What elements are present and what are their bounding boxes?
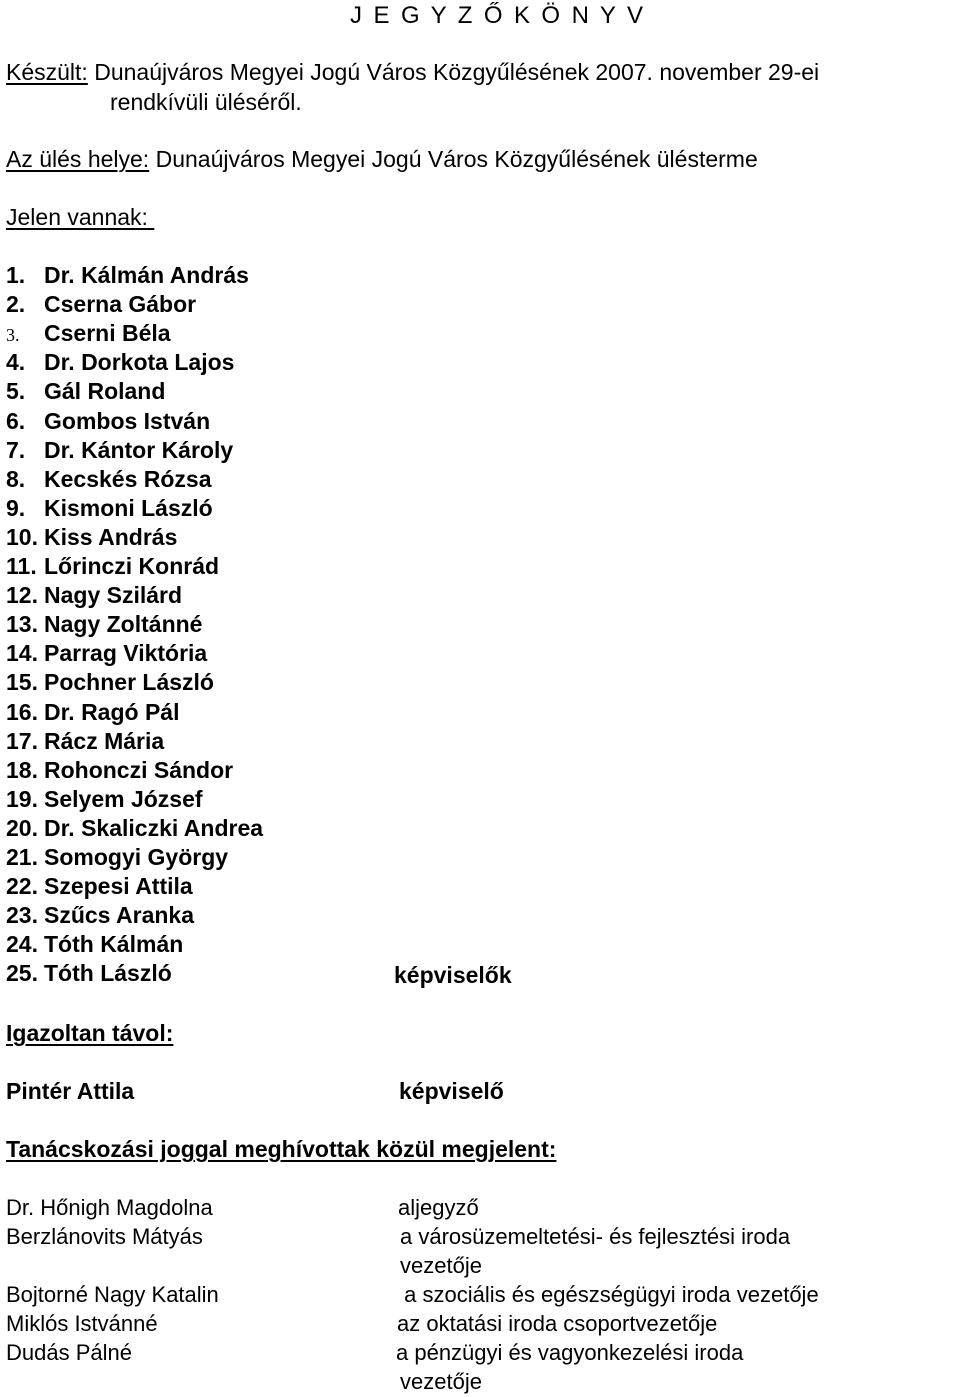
attendee-number: 13. [6, 611, 38, 637]
attendee-number: 25. [6, 960, 38, 986]
attendee-name: Gombos István [44, 408, 211, 434]
attendee-item [6, 611, 202, 638]
attendee-number: 3. [6, 325, 20, 345]
guest-name: Berzlánovits Mátyás [6, 1224, 203, 1249]
venue-label: Az ülés helye: [6, 146, 150, 172]
attendee-item [6, 437, 233, 464]
attendee-number: 22. [6, 873, 38, 899]
attendee-name: Kiss András [44, 524, 178, 550]
guests-heading: Tanácskozási joggal meghívottak közül megjelent: [6, 1136, 557, 1162]
venue-text: Dunaújváros Megyei Jogú Város Közgyűlésének ülésterme [149, 146, 758, 172]
attendee-number: 8. [6, 466, 26, 492]
document-title: J E G Y Z Ő K Ö N Y V [350, 2, 646, 29]
attendee-item [6, 582, 182, 609]
attendee-number: 20. [6, 815, 38, 841]
attendee-number: 6. [6, 408, 26, 434]
attendee-number: 1. [6, 262, 26, 288]
attendee-name: Dr. Skaliczki Andrea [44, 815, 264, 841]
attendee-item [6, 640, 207, 667]
attendee-item [6, 320, 171, 347]
attendee-number: 17. [6, 728, 38, 754]
attendee-number: 9. [6, 495, 26, 521]
attendee-name: Kismoni László [44, 495, 213, 521]
attendee-name: Szűcs Aranka [44, 902, 194, 928]
attendee-name: Szepesi Attila [44, 873, 193, 899]
attendee-item [6, 349, 234, 376]
attendee-name: Pochner László [44, 669, 214, 695]
guest-name: Dudás Pálné [6, 1340, 132, 1365]
attendee-item [6, 378, 165, 405]
made-label: Készült: [6, 59, 88, 85]
attendee-name: Dr. Ragó Pál [44, 699, 180, 725]
made-text: Dunaújváros Megyei Jogú Város Közgyűlésének 2007. november 29-ei [87, 59, 820, 85]
attendee-name: Rohonczi Sándor [44, 757, 234, 783]
excused-heading: Igazoltan távol: [6, 1020, 174, 1046]
attendee-name: Cserni Béla [44, 320, 171, 346]
guest-name: Dr. Hőnigh Magdolna [6, 1195, 213, 1220]
attendee-item [6, 902, 194, 929]
attendees-role: képviselők [394, 962, 512, 988]
attendee-number: 15. [6, 669, 38, 695]
attendee-item [6, 262, 249, 289]
attendee-number: 7. [6, 437, 26, 463]
attendee-name: Tóth Kálmán [44, 931, 184, 957]
attendee-item [6, 466, 212, 493]
attendee-name: Tóth László [44, 960, 172, 986]
made-line [6, 59, 819, 86]
attendee-number: 21. [6, 844, 38, 870]
guest-role: aljegyző [398, 1195, 479, 1220]
excused-name: Pintér Attila [6, 1078, 135, 1104]
attendee-number: 4. [6, 349, 26, 375]
guest-role: a szociális és egészségügyi iroda vezetője [398, 1282, 819, 1307]
guest-role: az oktatási iroda csoportvezetője [397, 1311, 718, 1336]
guest-role-continuation: vezetője [400, 1369, 482, 1394]
attendee-number: 19. [6, 786, 38, 812]
attendee-name: Cserna Gábor [44, 291, 197, 317]
guest-role: a városüzemeltetési- és fejlesztési iroda [400, 1224, 791, 1249]
attendee-name: Parrag Viktória [44, 640, 208, 666]
attendee-name: Rácz Mária [44, 728, 165, 754]
guest-role-continuation: vezetője [400, 1253, 482, 1278]
attendee-number: 12. [6, 582, 38, 608]
attendee-item [6, 495, 213, 522]
attendee-item [6, 873, 193, 900]
attendee-item [6, 699, 179, 726]
attendee-number: 14. [6, 640, 38, 666]
attendee-number: 11. [6, 553, 37, 579]
attendee-name: Dr. Kántor Károly [44, 437, 234, 463]
attendee-number: 24. [6, 931, 38, 957]
attendee-name: Dr. Kálmán András [44, 262, 249, 288]
attendee-name: Dr. Dorkota Lajos [44, 349, 235, 375]
venue-line [6, 146, 758, 173]
attendee-name: Selyem József [44, 786, 203, 812]
attendee-name: Nagy Zoltánné [44, 611, 203, 637]
attendee-number: 10. [6, 524, 38, 550]
guest-role: a pénzügyi és vagyonkezelési iroda [396, 1340, 744, 1365]
excused-role: képviselő [399, 1078, 504, 1104]
attendee-name: Lőrinczi Konrád [44, 553, 220, 579]
attendee-item [6, 728, 164, 755]
attendee-item [6, 815, 263, 842]
attendee-name: Kecskés Rózsa [44, 466, 212, 492]
attendee-item [6, 669, 214, 696]
made-text-continuation: rendkívüli üléséről. [110, 89, 302, 115]
attendee-item [6, 786, 203, 813]
guest-name: Miklós Istvánné [6, 1311, 158, 1336]
attendee-number: 23. [6, 902, 38, 928]
attendee-item [6, 524, 177, 551]
attendee-name: Nagy Szilárd [44, 582, 183, 608]
attendee-name: Somogyi György [44, 844, 229, 870]
present-heading: Jelen vannak: [6, 204, 155, 230]
attendee-item [6, 408, 210, 435]
attendee-name: Gál Roland [44, 378, 166, 404]
attendee-number: 2. [6, 291, 26, 317]
attendee-item [6, 960, 172, 987]
attendee-item [6, 757, 233, 784]
attendee-number: 5. [6, 378, 26, 404]
guest-name: Bojtorné Nagy Katalin [6, 1282, 219, 1307]
attendee-number: 16. [6, 699, 38, 725]
attendee-number: 18. [6, 757, 38, 783]
attendee-item [6, 291, 196, 318]
attendee-item [6, 553, 219, 580]
attendee-item [6, 931, 183, 958]
attendee-item [6, 844, 228, 871]
